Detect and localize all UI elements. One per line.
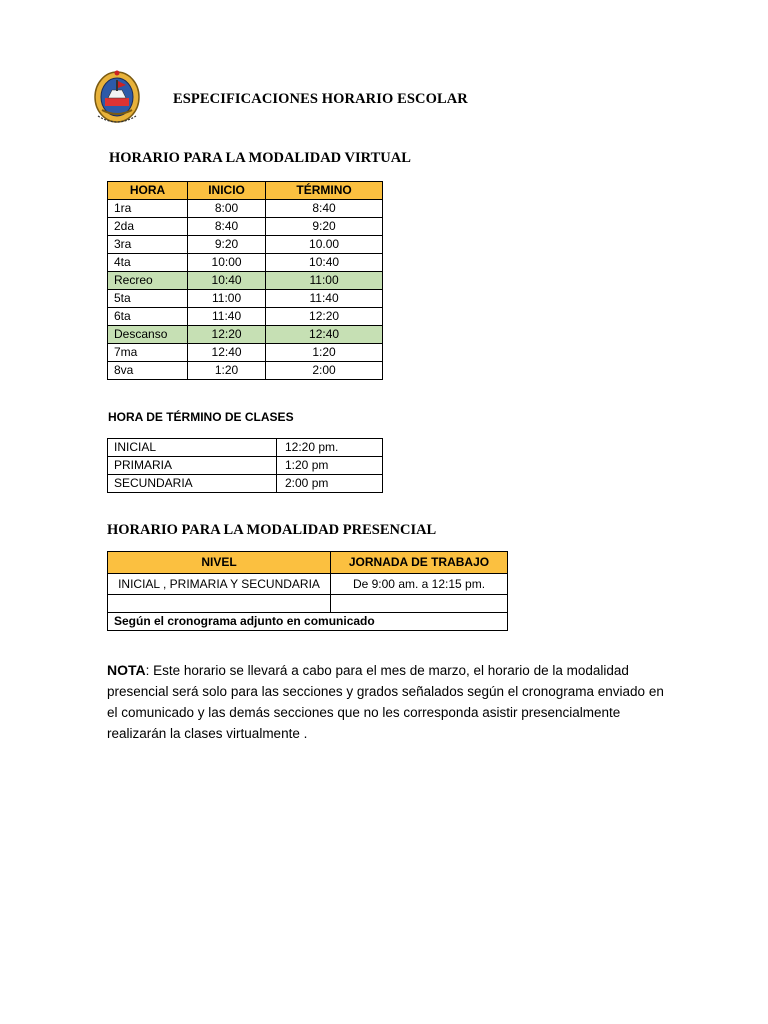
cell-hora: 4ta — [108, 254, 188, 272]
end-times-table — [107, 438, 383, 493]
cell-inicio: 11:40 — [188, 308, 266, 326]
cell-inicio: 11:00 — [188, 290, 266, 308]
cell-hora: 6ta — [108, 308, 188, 326]
cell-inicio: 10:00 — [188, 254, 266, 272]
table-header-row — [108, 552, 508, 574]
table-row-descanso — [108, 326, 383, 344]
cell-inicio: 9:20 — [188, 236, 266, 254]
school-crest-icon — [92, 70, 142, 126]
cronograma-note: Según el cronograma adjunto en comunicado — [108, 613, 508, 631]
cell-inicio: 10:40 — [188, 272, 266, 290]
cell-hora: 7ma — [108, 344, 188, 362]
cell-hora: 8va — [108, 362, 188, 380]
cell-hora-termino: 12:20 pm. — [277, 439, 383, 457]
table-header-row — [108, 182, 383, 200]
cell-jornada: De 9:00 am. a 12:15 pm. — [331, 574, 508, 595]
table-footer-row — [108, 613, 508, 631]
table-row — [108, 439, 383, 457]
cell-hora: Recreo — [108, 272, 188, 290]
cell-empty — [108, 595, 331, 613]
cell-nivel: INICIAL — [108, 439, 277, 457]
cell-nivel: INICIAL , PRIMARIA Y SECUNDARIA — [108, 574, 331, 595]
cell-termino: 8:40 — [266, 200, 383, 218]
cell-termino: 2:00 — [266, 362, 383, 380]
cell-inicio: 8:40 — [188, 218, 266, 236]
end-times-heading: HORA DE TÉRMINO DE CLASES — [108, 410, 294, 424]
nota-text: : Este horario se llevará a cabo para el mes de marzo, el horario de la modalidad presencial será solo para las secciones y grados señalados según el cronograma enviado en el comunicado y las demás secciones que no les corresponda asistir presencialmente realizarán la clases virtualmente . — [107, 663, 664, 741]
table-row — [108, 308, 383, 326]
nota-paragraph — [107, 660, 667, 744]
table-row — [108, 344, 383, 362]
table-row — [108, 218, 383, 236]
cell-hora-termino: 2:00 pm — [277, 475, 383, 493]
cell-termino: 10.00 — [266, 236, 383, 254]
virtual-schedule-heading: HORARIO PARA LA MODALIDAD VIRTUAL — [109, 150, 411, 166]
cell-empty — [331, 595, 508, 613]
virtual-schedule-table — [107, 181, 383, 380]
cell-termino: 11:00 — [266, 272, 383, 290]
table-row-recreo — [108, 272, 383, 290]
presencial-schedule-heading: HORARIO PARA LA MODALIDAD PRESENCIAL — [107, 522, 437, 538]
cell-hora: 3ra — [108, 236, 188, 254]
cell-hora: 5ta — [108, 290, 188, 308]
cell-termino: 9:20 — [266, 218, 383, 236]
cell-hora: Descanso — [108, 326, 188, 344]
table-row — [108, 200, 383, 218]
cell-inicio: 12:40 — [188, 344, 266, 362]
cell-inicio: 12:20 — [188, 326, 266, 344]
cell-hora: 1ra — [108, 200, 188, 218]
column-header-termino: TÉRMINO — [266, 182, 383, 200]
cell-inicio: 1:20 — [188, 362, 266, 380]
column-header-hora: HORA — [108, 182, 188, 200]
cell-hora-termino: 1:20 pm — [277, 457, 383, 475]
cell-termino: 11:40 — [266, 290, 383, 308]
presencial-schedule-table — [107, 551, 508, 631]
nota-label: NOTA — [107, 662, 146, 678]
table-row — [108, 475, 383, 493]
column-header-nivel: NIVEL — [108, 552, 331, 574]
table-row — [108, 290, 383, 308]
cell-nivel: SECUNDARIA — [108, 475, 277, 493]
document-title: ESPECIFICACIONES HORARIO ESCOLAR — [173, 91, 468, 107]
cell-termino: 1:20 — [266, 344, 383, 362]
table-row-empty — [108, 595, 508, 613]
table-row — [108, 236, 383, 254]
cell-termino: 12:20 — [266, 308, 383, 326]
table-row — [108, 254, 383, 272]
table-row — [108, 362, 383, 380]
table-row — [108, 574, 508, 595]
cell-termino: 10:40 — [266, 254, 383, 272]
cell-hora: 2da — [108, 218, 188, 236]
column-header-jornada: JORNADA DE TRABAJO — [331, 552, 508, 574]
cell-inicio: 8:00 — [188, 200, 266, 218]
column-header-inicio: INICIO — [188, 182, 266, 200]
cell-termino: 12:40 — [266, 326, 383, 344]
cell-nivel: PRIMARIA — [108, 457, 277, 475]
table-row — [108, 457, 383, 475]
